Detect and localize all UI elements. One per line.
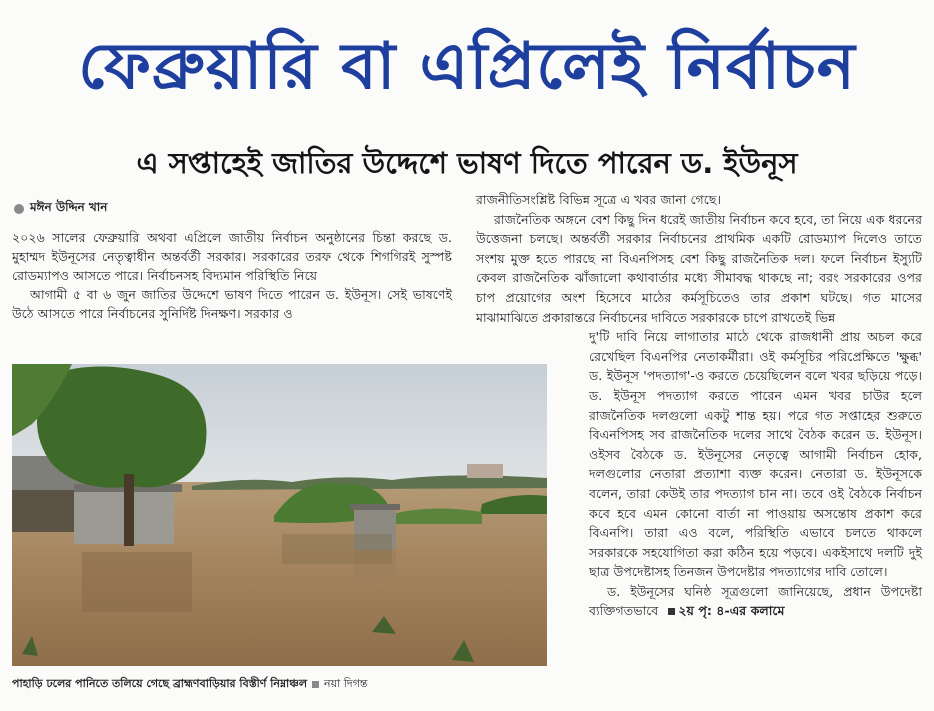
square-icon (668, 608, 675, 615)
article-column-left (12, 228, 452, 323)
square-icon (312, 681, 319, 688)
article-column-right (476, 190, 922, 621)
subheadline: এ সপ্তাহেই জাতির উদ্দেশে ভাষণ দিতে পারেন ড. ইউনূস (136, 146, 798, 180)
photo-caption (12, 676, 367, 692)
article-paragraph-last (589, 582, 922, 621)
photo-credit: নয়া দিগন্ত (324, 677, 368, 690)
article-wrap-block (589, 327, 922, 621)
article-last-text: ড. ইউনূসের ঘনিষ্ঠ সূত্রগুলো জানিয়েছে, প্রধান উপদেষ্টা ব্যক্তিগতভাবে (589, 583, 922, 619)
byline-author: মঈন উদ্দিন খান (30, 200, 108, 214)
caption-text: পাহাড়ি ঢলের পানিতে তলিয়ে গেছে ব্রাহ্মণবাড়িয়ার বিস্তীর্ণ নিম্নাঞ্চল (12, 677, 308, 690)
continued-jump[interactable] (668, 603, 784, 618)
continued-label: ২য় পৃ: ৪-এর কলামে (678, 603, 785, 619)
flood-photo-illustration (12, 364, 547, 666)
flood-photo (12, 364, 547, 666)
article-paragraph: ২০২৬ সালের ফেব্রুয়ারি অথবা এপ্রিলে জাতীয় নির্বাচন অনুষ্ঠানের চিন্তা করছে ড. মুহাম্মদ ইউনূসের নেতৃত্বাধীন অন্তর্বর্তী সরকার। সরকারের তরফ থেকে শিগগিরই সুস্পষ্ট রোডম্যাপও আসতে পারে। নির্বাচনসহ বিদ্যমান পরিস্থিতি নিয়ে (12, 230, 452, 283)
article-paragraph: রাজনৈতিক অঙ্গনে বেশ কিছু দিন ধরেই জাতীয় নির্বাচন কবে হবে, তা নিয়ে এক ধরনের উত্তেজনা চলছে। অন্তর্বর্তী সরকার নির্বাচনের প্রাথমিক একটি রোডম্যাপ দিলেও তাতে সংশয় মুক্ত হতে পারছে না বিএনপিসহ বেশ কিছু রাজনৈতিক দল। ফলে নির্বাচন ইস্যুটি কেবল রাজনৈতিক ঝাঁজালো কথাবার্তার মধ্যে সীমাবদ্ধ থাকছে না; বরং সরকারের ওপর চাপ প্রয়োগের অংশ হিসেবে মাঠের কর্মসূচিতেও তার প্রকাশ ঘটছে। গত মাসের মাঝামাঝিতে প্রকারান্তরে নির্বাচনের দাবিতে সরকারকে চাপে রাখতেই ভিন্ন (476, 211, 922, 325)
bullet-icon (14, 204, 24, 214)
byline (14, 200, 107, 218)
article-paragraph: রাজনীতিসংশ্লিষ্ট বিভিন্ন সূত্রে এ খবর জানা গেছে। (476, 192, 722, 207)
article-paragraph: আগামী ৫ বা ৬ জুন জাতির উদ্দেশে ভাষণ দিতে পারেন ড. ইউনূস। সেই ভাষণেই উঠে আসতে পারে নির্বাচনের সুনির্দিষ্ট দিনক্ষণ। সরকার ও (12, 287, 452, 321)
headline: ফেব্রুয়ারি বা এপ্রিলেই নির্বাচন (78, 30, 856, 104)
article-paragraph: দু'টি দাবি নিয়ে লাগাতার মাঠে থেকে রাজধানী প্রায় অচল করে রেখেছিল বিএনপির নেতাকর্মীরা। ওই কর্মসূচির পরিপ্রেক্ষিতে 'ক্ষুব্ধ' ড. ইউনূস 'পদত্যাগ'-ও করতে চেয়েছিলেন বলে খবর ছড়িয়ে পড়ে। ড. ইউনূস পদত্যাগ করতে পারেন এমন খবর চাউর হলে রাজনৈতিক দলগুলো একটু শান্ত হয়। পরে গত সপ্তাহের শুরুতে বিএনপিসহ সব রাজনৈতিক দলের সাথে বৈঠক করেন ড. ইউনূস। ওইসব বৈঠকে ড. ইউনূসের নেতৃত্বে আগামী নির্বাচন হোক, দলগুলোর নেতারা প্রত্যাশা ব্যক্ত করেন। নেতারা ড. ইউনূসকে বলেন, তারা কেউই তার পদত্যাগ চান না। তবে ওই বৈঠকে নির্বাচন কবে হবে এমন কোনো বার্তা না পাওয়ায় অসন্তোষ প্রকাশ করে বিএনপি। তারা এও বলে, পরিস্থিতি এভাবে চলতে থাকলে সরকারকে সহযোগিতা করা কঠিন হয়ে পড়বে। একইসাথে দলটি দুই ছাত্র উপদেষ্টাসহ তিনজন উপদেষ্টার পদত্যাগের দাবি তোলে। (589, 329, 922, 580)
